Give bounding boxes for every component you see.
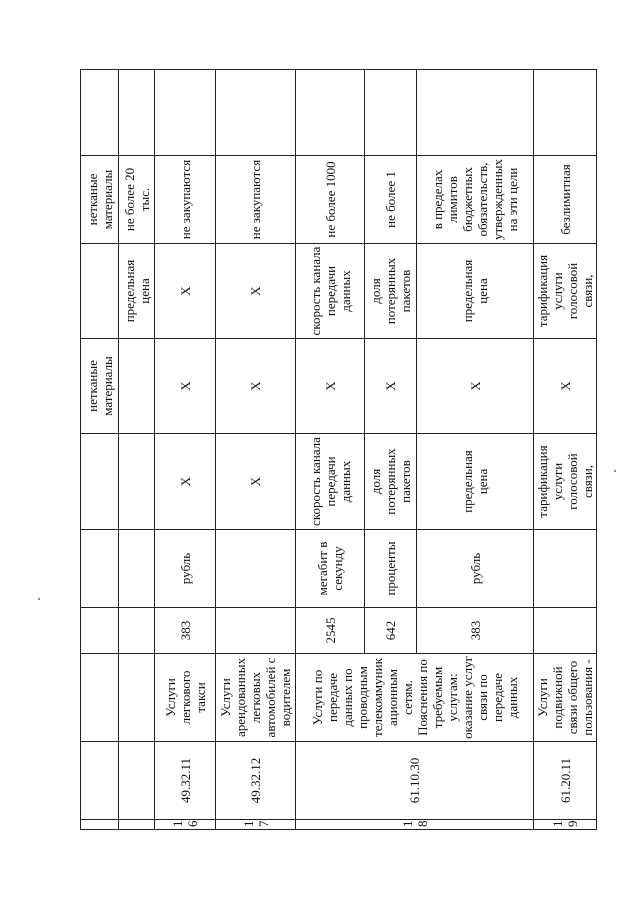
table-row: [81, 70, 119, 830]
cell-value: не более 1000: [296, 156, 365, 244]
table-row: [119, 70, 155, 830]
cell-value: не закупаются: [155, 156, 216, 244]
cell-value: скорость канала передачи данных: [296, 434, 365, 530]
service-name: Услуги арендованных легковых автомобилей с водителем: [216, 654, 296, 742]
header-nonwoven: нетканые материалы: [81, 339, 119, 434]
cell-value: скорость канала передачи данных: [296, 244, 365, 339]
cell-value: X: [155, 339, 216, 434]
cell-value: безлимитная: [534, 156, 597, 244]
unit-code: 383: [417, 608, 534, 654]
cell-value: доля потерянных пакетов: [365, 434, 417, 530]
row-number: 18: [296, 820, 534, 830]
cell-value: X: [365, 339, 417, 434]
cell-empty: [119, 339, 155, 434]
cell-value: доля потерянных пакетов: [365, 244, 417, 339]
cell-value: X: [216, 339, 296, 434]
row-number: 16: [155, 820, 216, 830]
cell-empty: [119, 530, 155, 608]
cell-empty: [119, 70, 155, 156]
unit-code: [534, 608, 597, 654]
cell-empty: [81, 742, 119, 820]
unit-name: проценты: [365, 530, 417, 608]
unit-name: рубль: [417, 530, 534, 608]
unit-code: 383: [155, 608, 216, 654]
cell-value: в пределах лимитов бюджетных обязательств, утвержденных на эти цели: [417, 156, 534, 244]
cell-empty: [216, 70, 296, 156]
scan-speck: [614, 470, 616, 472]
unit-name: рубль: [155, 530, 216, 608]
cell-empty: [81, 434, 119, 530]
unit-name: [534, 530, 597, 608]
cell-empty: [81, 244, 119, 339]
table-row: [534, 70, 597, 830]
table-row: [216, 70, 296, 830]
unit-name: мегабит в секунду: [296, 530, 365, 608]
cell-value: X: [417, 339, 534, 434]
cell-empty: [417, 70, 534, 156]
cell-value: предельная цена: [417, 244, 534, 339]
service-name: Услуги легкового такси: [155, 654, 216, 742]
okpd-code: 49.32.11: [155, 742, 216, 820]
service-name: Услуги по передаче данных по проводным телекоммуникационным сетям. Пояснения по требуемым услугам: оказание услуг связи по передаче данных: [296, 654, 534, 742]
cell-empty: [81, 654, 119, 742]
cell-empty: [296, 70, 365, 156]
cell-empty: [81, 530, 119, 608]
cell-empty: [155, 70, 216, 156]
procurement-table: [80, 69, 597, 830]
row-number: 19: [534, 820, 597, 830]
cell-value: предельная цена: [417, 434, 534, 530]
okpd-code: 61.20.11: [534, 742, 597, 820]
cell-value: тарификация услуги голосовой связи,: [534, 244, 597, 339]
cell-empty: [119, 608, 155, 654]
cell-empty: [81, 608, 119, 654]
cell-empty: [534, 70, 597, 156]
service-name: Услуги подвижной связи общего пользования -: [534, 654, 597, 742]
unit-code: 2545: [296, 608, 365, 654]
price-value: не более 20 тыс.: [119, 156, 155, 244]
cell-value: X: [216, 244, 296, 339]
cell-empty: [119, 742, 155, 820]
cell-empty: [119, 434, 155, 530]
price-label: предельная цена: [119, 244, 155, 339]
cell-value: X: [216, 434, 296, 530]
table-row: [296, 70, 365, 830]
okpd-code: 49.32.12: [216, 742, 296, 820]
cell-value: не более 1: [365, 156, 417, 244]
unit-name: [216, 530, 296, 608]
rotated-table-container: [80, 70, 595, 830]
row-number: 17: [216, 820, 296, 830]
cell-value: не закупаются: [216, 156, 296, 244]
cell-empty: [81, 820, 119, 830]
cell-value: X: [155, 244, 216, 339]
cell-empty: [365, 70, 417, 156]
cell-empty: [119, 820, 155, 830]
table-row: [155, 70, 216, 830]
okpd-code: 61.10.30: [296, 742, 534, 820]
cell-value: X: [296, 339, 365, 434]
cell-value: X: [534, 339, 597, 434]
cell-empty: [119, 654, 155, 742]
unit-code: 642: [365, 608, 417, 654]
scan-speck: [38, 598, 40, 600]
cell-value: тарификация услуги голосовой связи,: [534, 434, 597, 530]
unit-code: [216, 608, 296, 654]
cell-value: X: [155, 434, 216, 530]
cell-empty: [81, 70, 119, 156]
header-nonwoven: нетканые материалы: [81, 156, 119, 244]
